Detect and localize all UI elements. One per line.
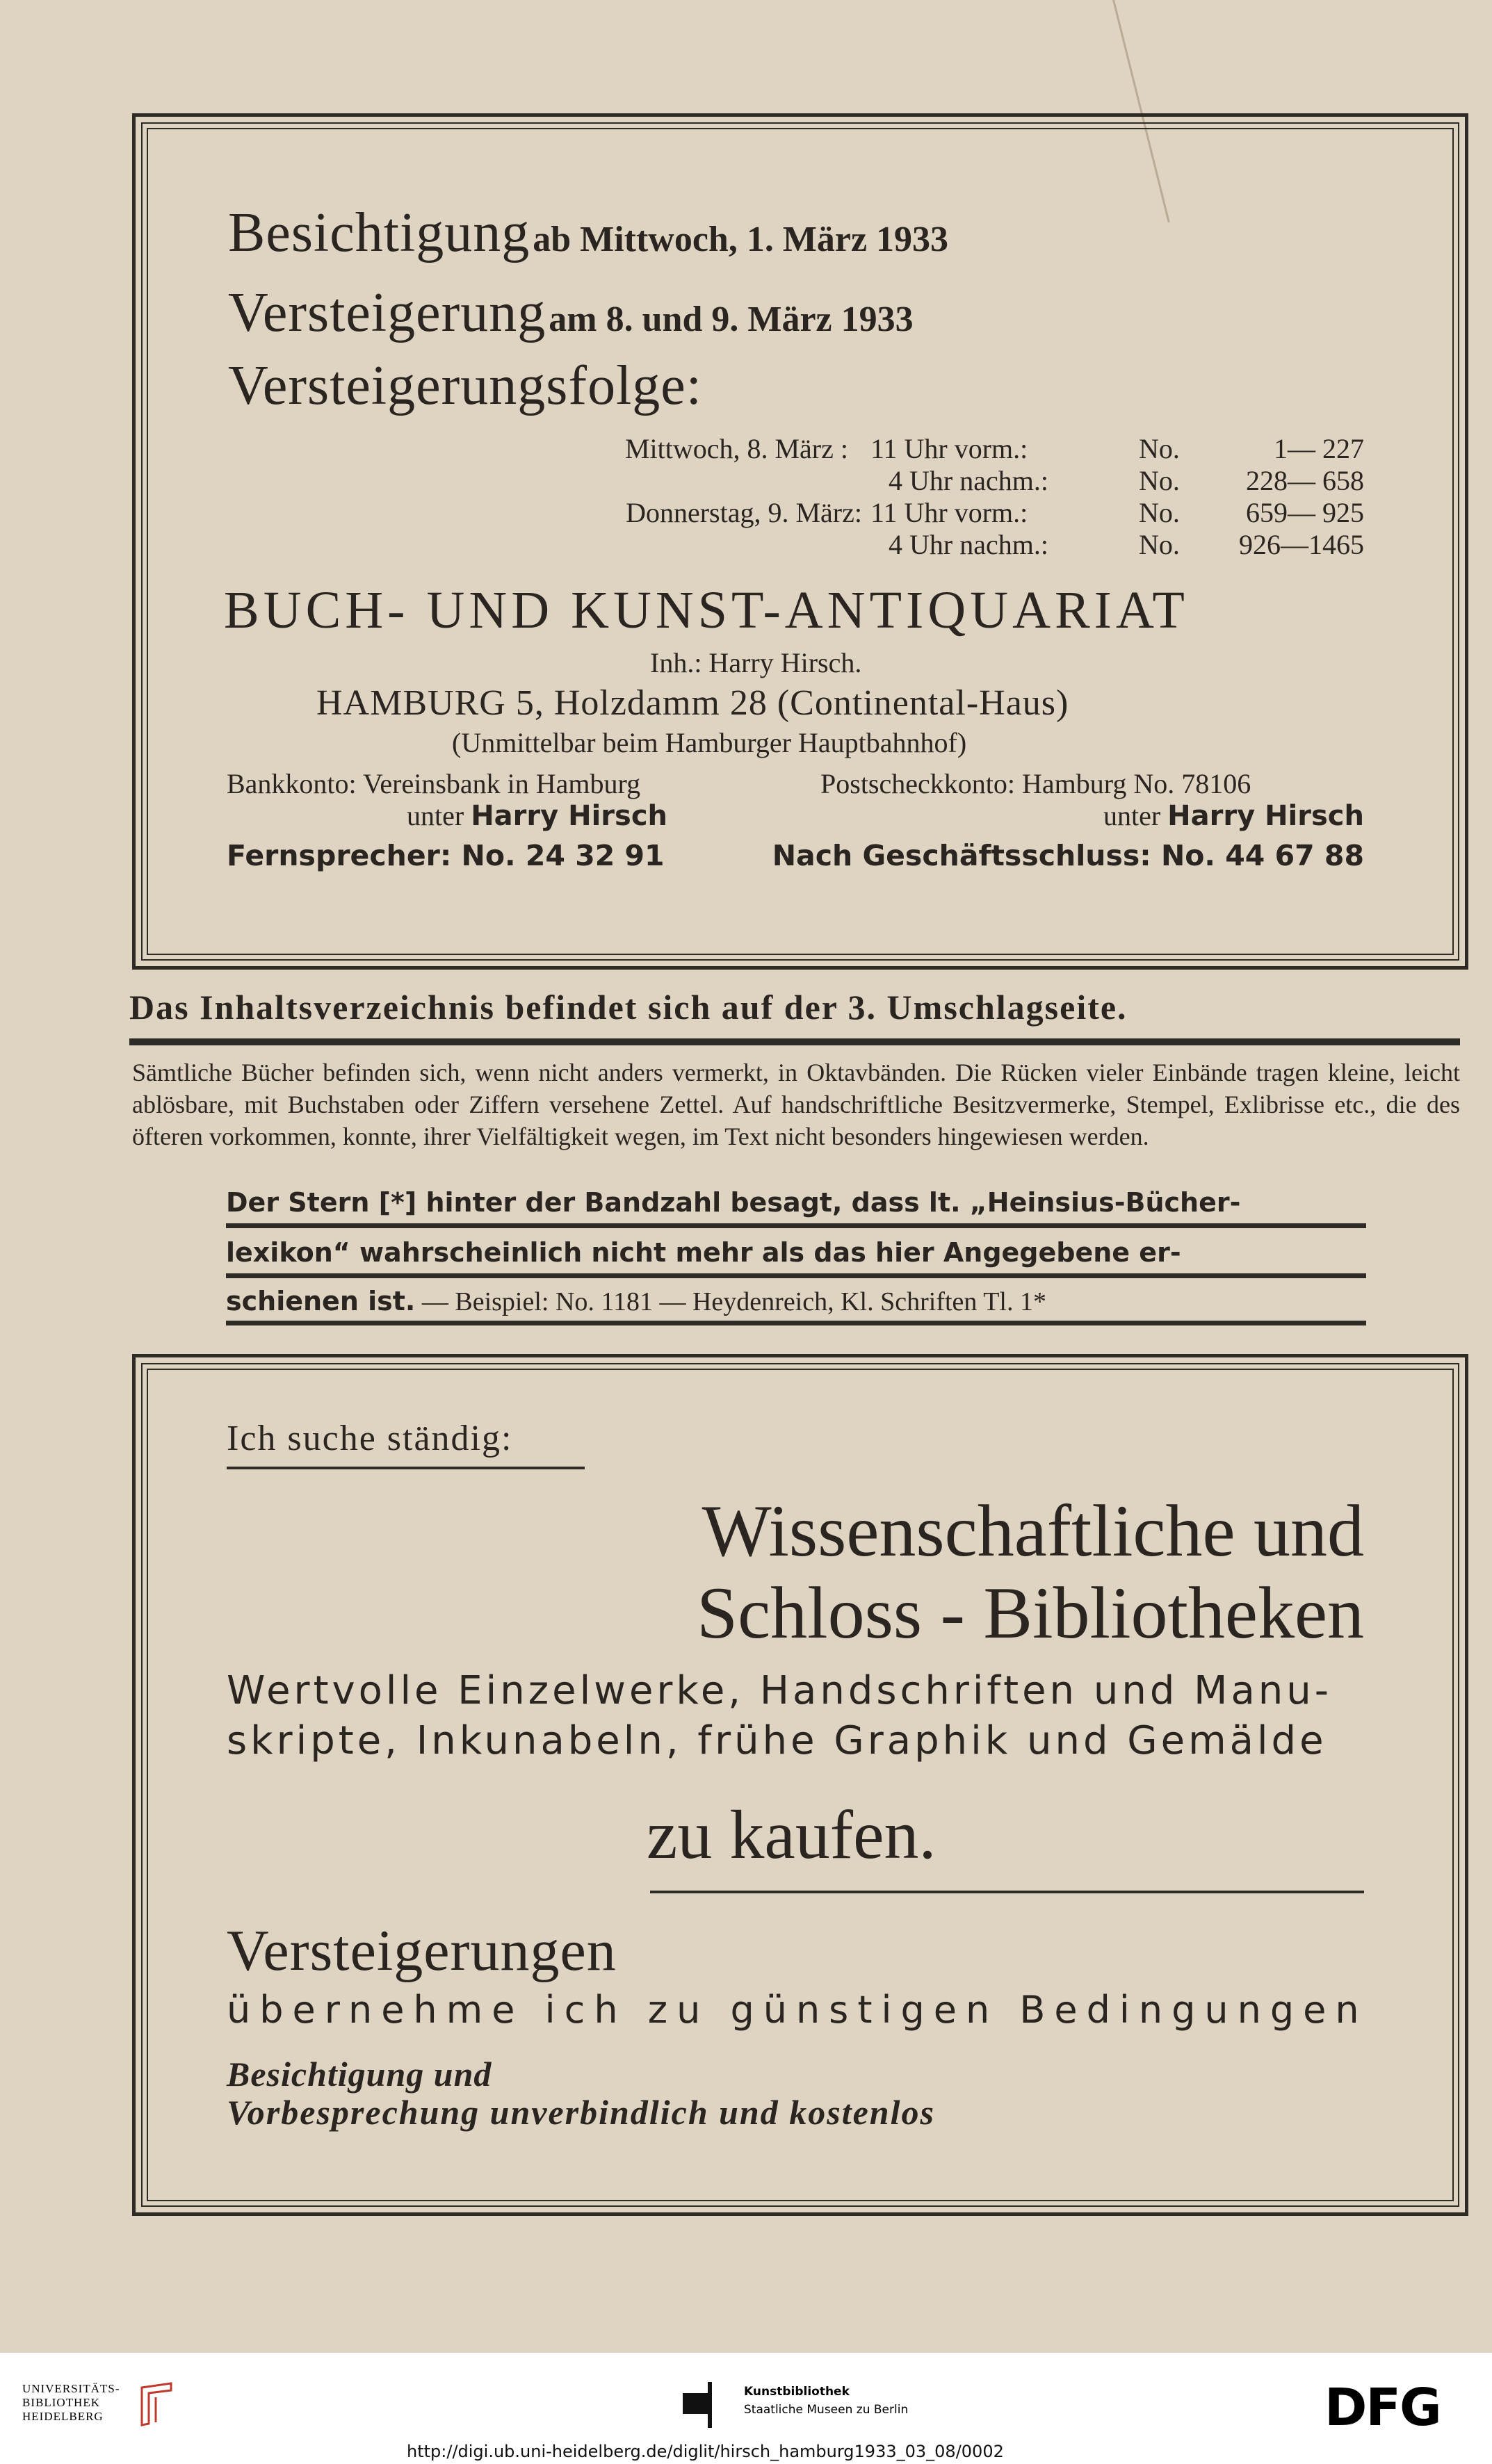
auction-line [228, 282, 914, 345]
ub-logo-text-1: UNIVERSITÄTS- [22, 2382, 120, 2395]
postal-account: Postscheckkonto: Hamburg No. 78106 [820, 768, 1251, 799]
consult-line-2: Vorbesprechung unverbindlich und kostenlos [227, 2093, 935, 2132]
terms-line: übernehme ich zu günstigen Bedingungen [227, 1988, 1368, 2032]
auctions-heading: Versteigerungen [227, 1918, 617, 1983]
star-note-line-1: Der Stern [*] hinter der Bandzahl besagt, dass lt. „Heinsius-Bücher- [226, 1187, 1241, 1218]
bank-holder [407, 799, 667, 832]
after-hours-phone: Nach Geschäftsschluss: No. 44 67 88 [772, 839, 1364, 872]
consult-line-1: Besichtigung und [227, 2055, 492, 2094]
firm-owner: Inh.: Harry Hirsch. [650, 647, 862, 678]
schedule-time-1: 11 Uhr vorm.: [870, 433, 1028, 464]
schedule-range-1: 1— 227 [1274, 433, 1364, 464]
schedule-range-3: 659— 925 [1246, 497, 1364, 528]
schedule-time-2: 4 Uhr nachm.: [889, 465, 1048, 496]
schedule-time-4: 4 Uhr nachm.: [889, 529, 1048, 560]
auction-label: Versteigerung [228, 282, 546, 343]
bank-account: Bankkonto: Vereinsbank in Hamburg [227, 768, 641, 799]
schedule-day-3: Donnerstag, 9. März: [626, 497, 862, 528]
schedule-no-1: No. [1139, 433, 1180, 464]
star-note-line-2: lexikon“ wahrscheinlich nicht mehr als das hier Angegebene er- [226, 1237, 1181, 1268]
viewing-line [228, 202, 948, 265]
kunstbibliothek-logo-icon [683, 2382, 744, 2428]
kb-name: Kunstbibliothek [744, 2385, 850, 2399]
books-paragraph: Sämtliche Bücher befinden sich, wenn nicht anders vermerkt, in Oktavbänden. Die Rücken vieler Einbände tragen kleine, leicht ablösbare, mit Buchstaben oder Ziffern versehene Zettel. Auf handschriftliche Besitzvermerke, Stempel, Exlibrisse etc., die des öfteren vorkommen, konnte, ihrer Vielfältigkeit wegen, im Text nicht besonders hingewiesen werden. [132, 1059, 1460, 1150]
contents-notice: Das Inhaltsverzeichnis befindet sich auf der 3. Umschlagseite. [129, 988, 1128, 1027]
firm-name: BUCH- UND KUNST-ANTIQUARIAT [224, 581, 1189, 639]
items-line-1: Wertvolle Einzelwerke, Handschriften und Manu- [227, 1668, 1332, 1713]
bank-under: unter [407, 800, 464, 831]
contents-rule [129, 1038, 1460, 1045]
schedule-no-4: No. [1139, 529, 1180, 560]
auction-date: am 8. und 9. März 1933 [549, 300, 914, 339]
schedule-day-1: Mittwoch, 8. März : [624, 433, 848, 464]
schedule-range-2: 228— 658 [1246, 465, 1364, 496]
bank-holder-name: Harry Hirsch [471, 800, 668, 832]
postal-holder [973, 799, 1364, 832]
star-note-line-3 [226, 1286, 1366, 1317]
star-rule-2 [226, 1273, 1366, 1278]
schedule-no-2: No. [1139, 465, 1180, 496]
viewing-date: ab Mittwoch, 1. März 1933 [533, 220, 949, 259]
firm-location: (Unmittelbar beim Hamburger Hauptbahnhof) [452, 727, 967, 758]
schedule-time-3: 11 Uhr vorm.: [870, 497, 1028, 528]
sequence-heading: Versteigerungsfolge: [228, 355, 703, 416]
headline-line-1: Wissenschaftliche und [702, 1490, 1364, 1572]
schedule-range-4: 926—1465 [1239, 529, 1364, 560]
items-line-2: skripte, Inkunabeln, frühe Graphik und Gemälde [227, 1718, 1327, 1763]
source-url[interactable]: http://digi.ub.uni-heidelberg.de/diglit/hirsch_hamburg1933_03_08/0002 [407, 2442, 1004, 2461]
buy-line: zu kaufen. [647, 1796, 936, 1873]
headline-line-2: Schloss - Bibliotheken [697, 1572, 1364, 1654]
star-rule-3 [226, 1321, 1366, 1325]
postal-under: unter [1103, 800, 1161, 831]
dfg-logo: DFG [1324, 2378, 1441, 2438]
seeking-heading: Ich suche ständig: [227, 1419, 513, 1458]
star-note-example: — Beispiel: No. 1181 — Heydenreich, Kl. Schriften Tl. 1* [421, 1287, 1046, 1316]
ub-logo-text-2: BIBLIOTHEK [22, 2396, 100, 2409]
buy-rule [650, 1891, 1364, 1893]
schedule-no-3: No. [1139, 497, 1180, 528]
phone-number: Fernsprecher: No. 24 32 91 [227, 839, 665, 872]
ub-heidelberg-logo-icon [136, 2381, 178, 2429]
star-rule-1 [226, 1223, 1366, 1228]
digitization-footer [0, 2353, 1492, 2464]
kb-subtitle: Staatliche Museen zu Berlin [744, 2403, 909, 2417]
seeking-underline [227, 1467, 585, 1469]
ub-logo-text-3: HEIDELBERG [22, 2410, 104, 2423]
firm-address: HAMBURG 5, Holzdamm 28 (Continental-Haus) [316, 683, 1069, 723]
star-note-bold: schienen ist. [226, 1286, 416, 1316]
postal-holder-name: Harry Hirsch [1167, 800, 1364, 832]
viewing-label: Besichtigung [228, 202, 530, 263]
